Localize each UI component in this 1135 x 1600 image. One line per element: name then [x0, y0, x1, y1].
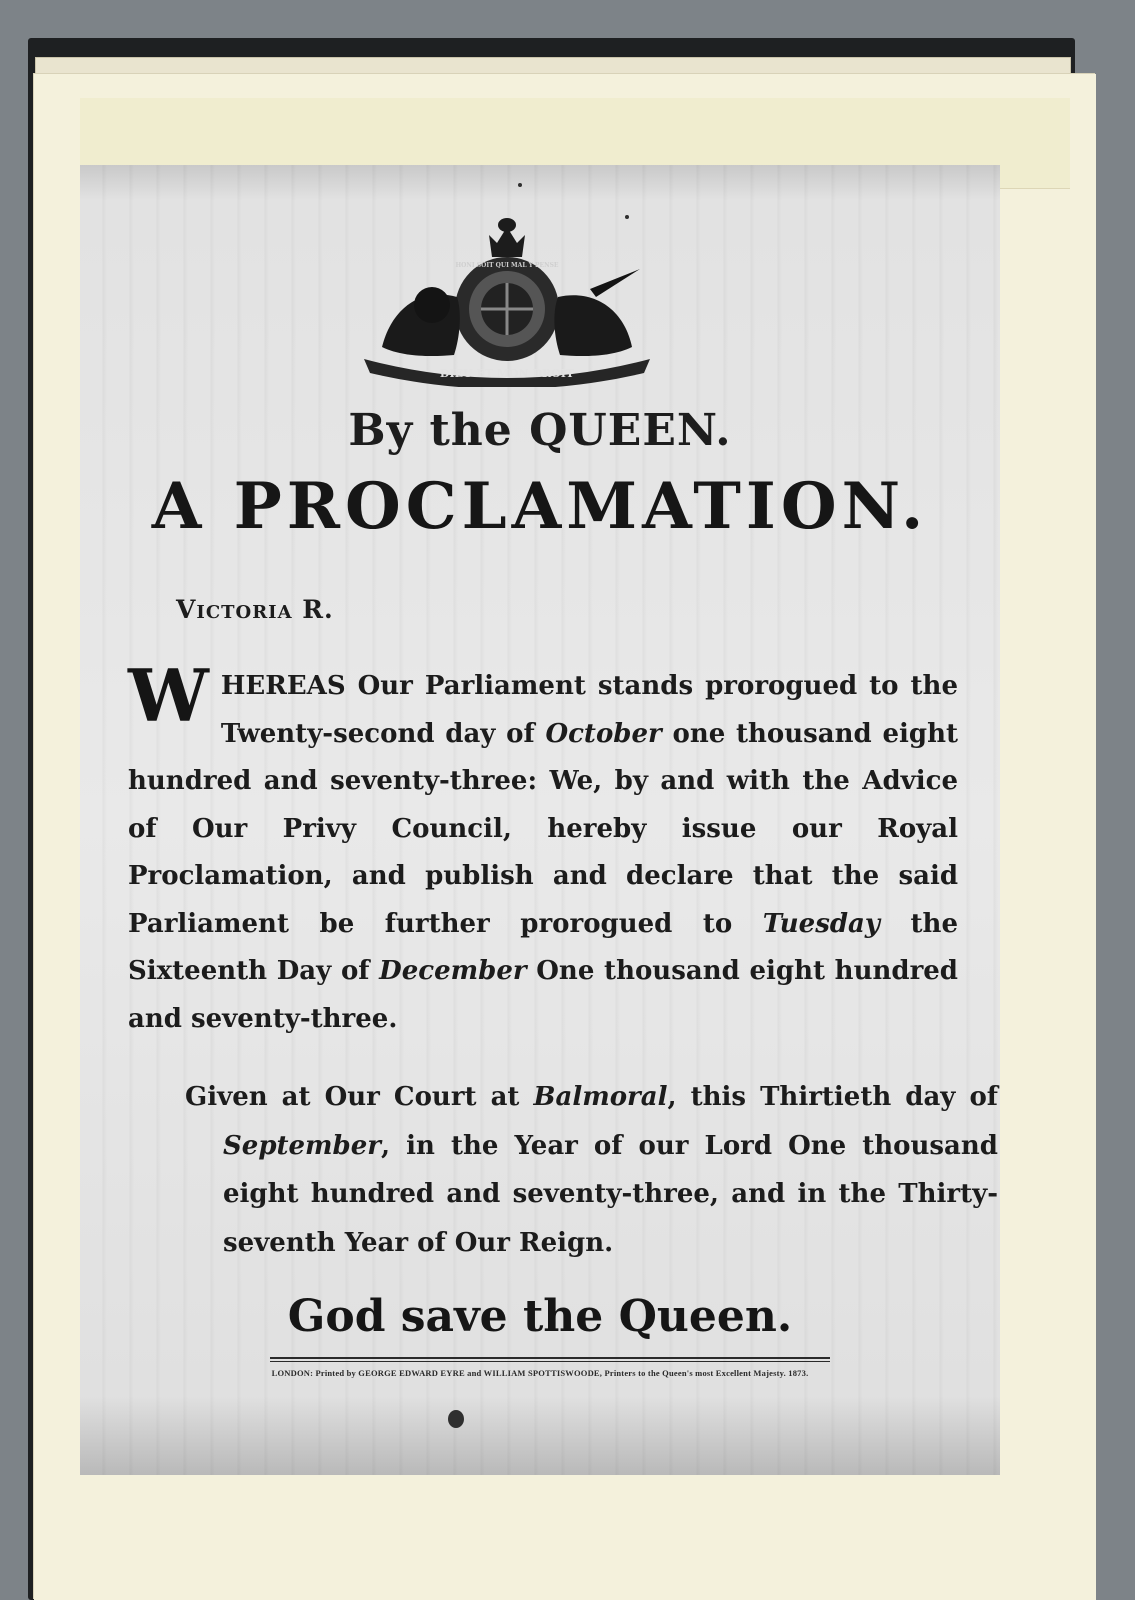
- printer-imprint: LONDON: Printed by GEORGE EDWARD EYRE and WILLIAM SPOTTISWOODE, Printers to the Queen's most Excellent Majesty. 1873.: [271, 1368, 809, 1378]
- body-part-3: the Sixteenth Day of: [128, 908, 958, 986]
- svg-text:HONI SOIT QUI MAL Y PENSE: HONI SOIT QUI MAL Y PENSE: [455, 262, 559, 269]
- ink-spot: [625, 215, 629, 219]
- body-tuesday: Tuesday: [762, 908, 880, 939]
- given-part-1: Given at Our Court at: [185, 1082, 534, 1112]
- given-part-2: , this Thirtieth day of: [667, 1082, 998, 1112]
- proclamation-body: [128, 653, 958, 1043]
- ink-spot: [448, 1410, 464, 1428]
- royal-signature: Victoria R.: [176, 595, 334, 624]
- heading-by-the-queen: By the QUEEN.: [348, 405, 732, 456]
- ink-spot: [518, 183, 522, 187]
- given-balmoral: Balmoral: [533, 1082, 668, 1112]
- garter-text: [455, 262, 558, 269]
- imprint-rule: [270, 1357, 830, 1362]
- body-part-4: One thousand eight hundred and seventy-three.: [128, 956, 958, 1034]
- proclamation-sheet: [80, 165, 1000, 1475]
- given-at-court: [185, 1073, 998, 1267]
- body-part-2: one thousand eight hundred and seventy-three: We, by and with the Advice of Our Privy Council, hereby issue our Royal Proclamation, and publish and declare that the said Parliament be further prorogued to: [128, 718, 958, 939]
- royal-coat-of-arms: [362, 217, 652, 387]
- body-part-1: HEREAS Our Parliament stands prorogued to the Twenty-second day of: [220, 671, 958, 749]
- body-october: October: [545, 718, 662, 749]
- body-december: December: [379, 956, 527, 986]
- drop-cap: W: [128, 653, 209, 738]
- given-september: September: [223, 1130, 381, 1161]
- heading-proclamation: A PROCLAMATION.: [151, 469, 929, 544]
- given-part-3: , in the Year of our Lord One thousand eight hundred and seventy-three, and in the Thirty-seventh Year of Our Reign.: [223, 1130, 998, 1258]
- motto-text: [440, 367, 575, 380]
- svg-text:DIEU ET MON DROIT: DIEU ET MON DROIT: [439, 367, 575, 380]
- closing-god-save-the-queen: God save the Queen.: [287, 1291, 793, 1342]
